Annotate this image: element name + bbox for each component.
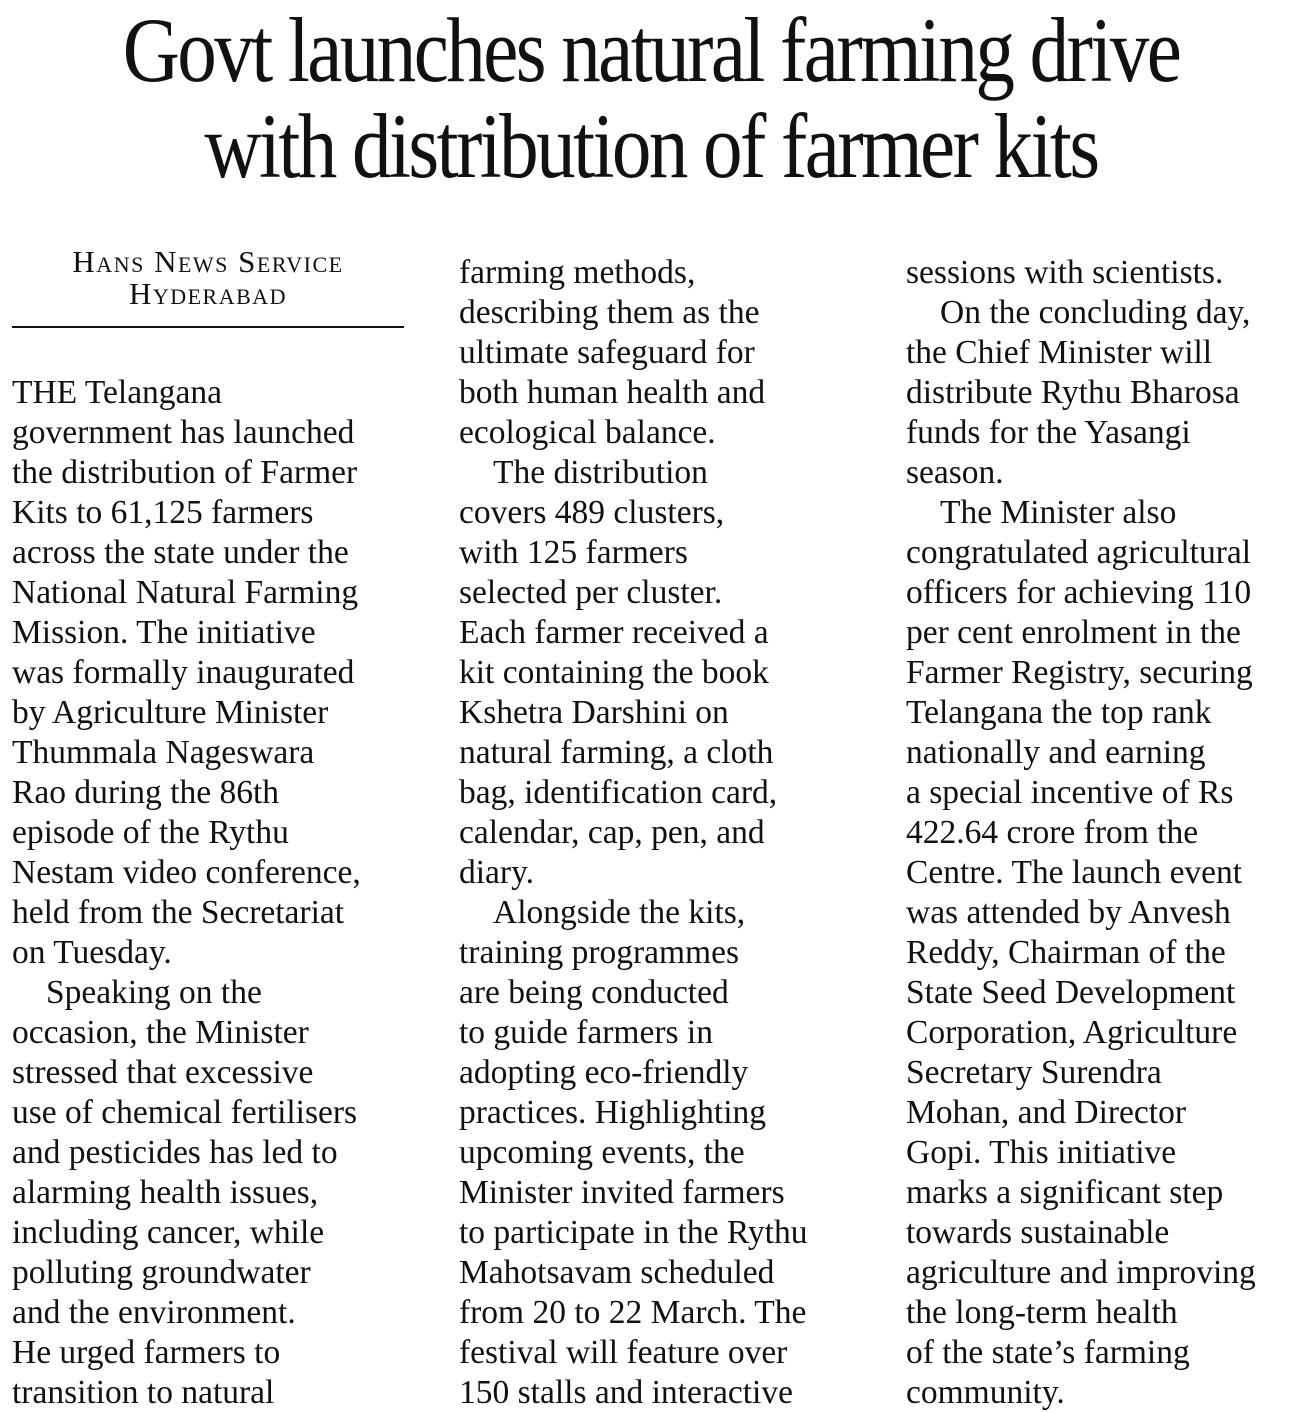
article-text-line: agriculture and improving [906,1254,1256,1291]
article-text-line: the Chief Minister will [906,334,1213,371]
byline-divider [12,326,404,328]
article-text-line: selected per cluster. [459,574,723,611]
article-text-line: Speaking on the [46,974,262,1011]
article-text-line: and pesticides has led to [12,1134,338,1171]
article-text-line: 422.64 crore from the [906,814,1199,851]
article-paragraph [459,253,859,453]
article-text-line: with 125 farmers [459,534,688,571]
article-text-line: alarming health issues, [12,1174,319,1211]
article-text-line: episode of the Rythu [12,814,289,851]
article-text-line: season. [906,454,1004,491]
article-text-line: Rao during the 86th [12,774,280,811]
article-paragraph [906,493,1302,1413]
article-text-line: He urged farmers to [12,1334,281,1371]
article-text-line: occasion, the Minister [12,1014,309,1051]
article-text-line: was attended by Anvesh [906,894,1231,931]
article-text-line: a special incentive of Rs [906,774,1234,811]
byline [12,246,404,310]
article-text-line: Nestam video conference, [12,854,361,891]
article-text-line: Mahotsavam scheduled [459,1254,775,1291]
article-text-line: to guide farmers in [459,1014,713,1051]
article-text-line: Alongside the kits, [493,894,746,931]
article-text-line: Telangana the top rank [906,694,1212,731]
article-text-line: per cent enrolment in the [906,614,1241,651]
article-text-line: upcoming events, the [459,1134,745,1171]
article-text-line: Minister invited farmers [459,1174,785,1211]
article-text-line: the distribution of Farmer [12,454,358,491]
article-text-line: from 20 to 22 March. The [459,1294,807,1331]
article-text-line: The distribution [493,454,708,491]
article-text-line: Kits to 61,125 farmers [12,494,314,531]
article-text-line: covers 489 clusters, [459,494,725,531]
article-text-line: government has launched [12,414,355,451]
article-text-line: on Tuesday. [12,934,172,971]
headline [91,0,1211,197]
article-text-line: farming methods, [459,254,696,291]
article-text-line: Secretary Surendra [906,1054,1162,1091]
article-text-line: describing them as the [459,294,760,331]
article-text-line: by Agriculture Minister [12,694,329,731]
article-text-line: held from the Secretariat [12,894,345,931]
article-text-line: diary. [459,854,535,891]
article-text-line: including cancer, while [12,1214,325,1251]
article-text-line: sessions with scientists. [906,254,1224,291]
article-text-line: State Seed Development [906,974,1236,1011]
article-column-2 [459,253,859,1413]
article-text-line: ecological balance. [459,414,716,451]
article-text-line: adopting eco-friendly [459,1054,749,1091]
article-text-line: Thummala Nageswara [12,734,315,771]
article-text-line: 150 stalls and interactive [459,1374,793,1411]
article-paragraph [12,373,412,973]
article-text-line: towards sustainable [906,1214,1170,1251]
article-paragraph [906,293,1302,493]
article-text-line: distribute Rythu Bharosa [906,374,1240,411]
article-text-line: polluting groundwater [12,1254,311,1291]
article-text-line: was formally inaugurated [12,654,355,691]
article-text-line: stressed that excessive [12,1054,314,1091]
article-text-line: training programmes [459,934,740,971]
article-text-line: Each farmer received a [459,614,769,651]
article-text-line: community. [906,1374,1065,1411]
article-text-line: Kshetra Darshini on [459,694,729,731]
article-column-3 [906,253,1302,1413]
article-column-1 [12,373,412,1413]
article-text-line: Centre. The launch event [906,854,1243,891]
article-text-line: National Natural Farming [12,574,359,611]
article-text-line: practices. Highlighting [459,1094,767,1131]
headline-line-2: with distribution of farmer kits [204,95,1098,197]
headline-line-1: Govt launches natural farming drive [122,0,1180,101]
article-text-line: festival will feature over [459,1334,788,1371]
article-text-line: transition to natural [12,1374,275,1411]
article-text-line: THE Telangana [12,374,223,411]
article-text-line: ultimate safeguard for [459,334,755,371]
article-text-line: of the state’s farming [906,1334,1190,1371]
article-text-line: Farmer Registry, securing [906,654,1253,691]
article-text-line: marks a significant step [906,1174,1224,1211]
article-text-line: Corporation, Agriculture [906,1014,1238,1051]
article-text-line: congratulated agricultural [906,534,1252,571]
article-text-line: The Minister also [940,494,1177,531]
article-text-line: Gopi. This initiative [906,1134,1177,1171]
article-paragraph [459,453,859,893]
article-text-line: to participate in the Rythu [459,1214,808,1251]
article-text-line: both human health and [459,374,766,411]
article-paragraph [906,253,1302,293]
article-text-line: across the state under the [12,534,349,571]
article-text-line: calendar, cap, pen, and [459,814,765,851]
byline-location: Hyderabad [128,276,288,311]
article-text-line: kit containing the book [459,654,769,691]
article-paragraph [459,893,859,1413]
article-text-line: nationally and earning [906,734,1206,771]
article-text-line: use of chemical fertilisers [12,1094,358,1131]
article-paragraph [12,973,412,1413]
article-text-line: officers for achieving 110 [906,574,1252,611]
article-text-line: Reddy, Chairman of the [906,934,1226,971]
article-text-line: funds for the Yasangi [906,414,1191,451]
article-text-line: bag, identification card, [459,774,778,811]
article-text-line: On the concluding day, [940,294,1251,331]
article-text-line: are being conducted [459,974,729,1011]
article-text-line: natural farming, a cloth [459,734,774,771]
article-text-line: and the environment. [12,1294,296,1331]
article-text-line: Mohan, and Director [906,1094,1187,1131]
article-text-line: the long-term health [906,1294,1178,1331]
article-text-line: Mission. The initiative [12,614,316,651]
byline-agency: Hans News Service [72,244,344,279]
